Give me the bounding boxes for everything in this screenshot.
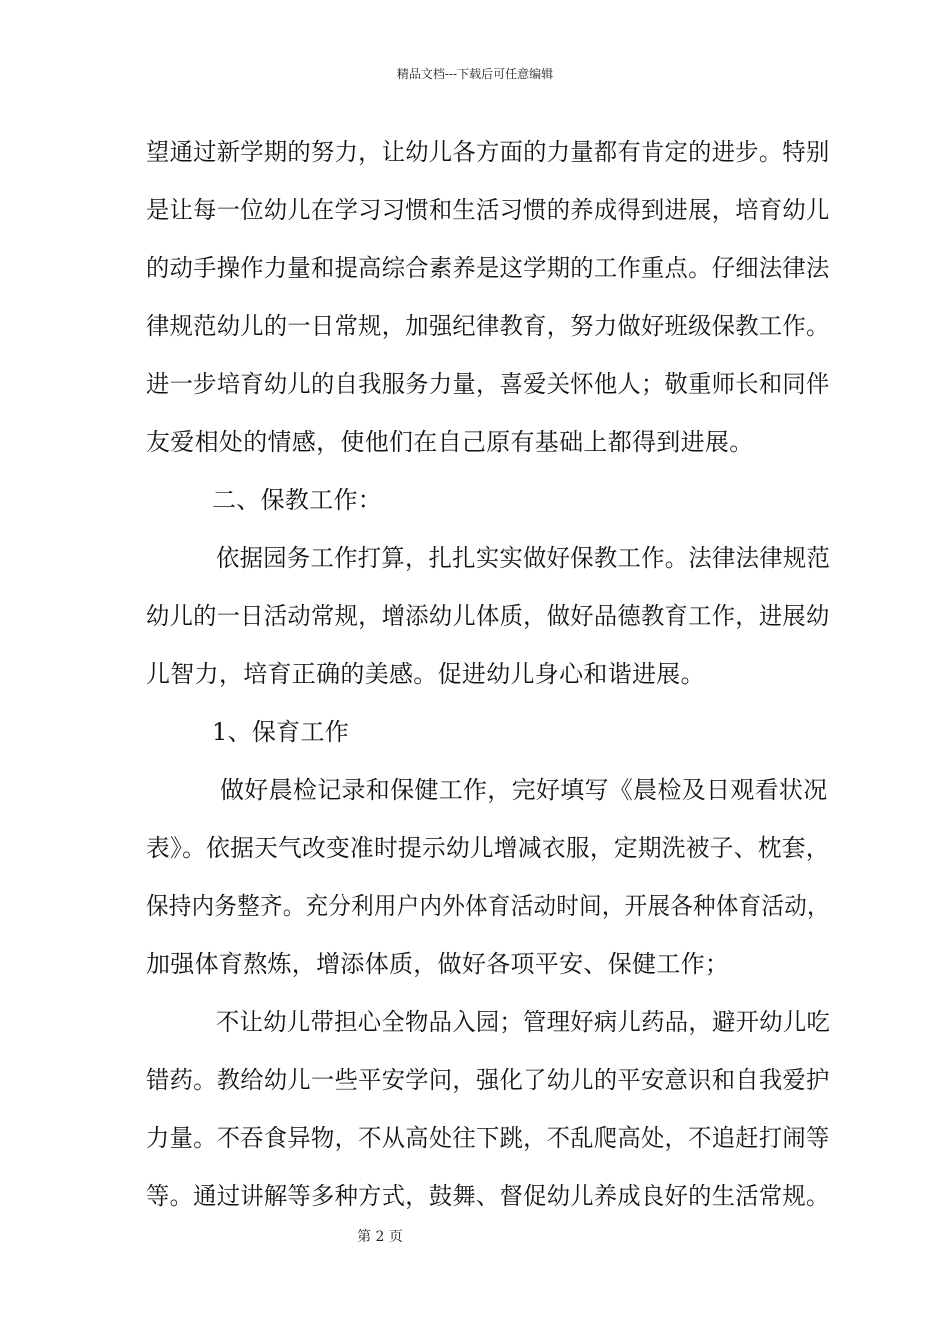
text-line: 不让幼儿带担心全物品入园；管理好病儿药品，避开幼儿吃 [216,1008,831,1036]
text-line: 望通过新学期的努力，让幼儿各方面的力量都有肯定的进步。特别 [146,138,830,166]
text-line: 表》。依据天气改变准时提示幼儿增减衣服，定期洗被子、枕套， [146,834,830,862]
subsection-heading: 1、保育工作 [212,718,350,746]
text-line: 保持内务整齐。充分利用户内外体育活动时间，开展各种体育活动， [146,892,830,920]
text-line: 是让每一位幼儿在学习习惯和生活习惯的养成得到进展，培育幼儿 [146,196,830,224]
text-line: 等。通过讲解等多种方式，鼓舞、督促幼儿养成良好的生活常规。 [146,1182,830,1210]
text-line: 力量。不吞食异物，不从高处往下跳，不乱爬高处，不追赶打闹等 [146,1124,830,1152]
section-heading: 二、保教工作： [212,486,383,514]
text-line: 友爱相处的情感，使他们在自己原有基础上都得到进展。 [146,428,754,456]
text-line: 幼儿的一日活动常规，增添幼儿体质，做好品德教育工作，进展幼 [146,602,830,630]
text-line: 错药。教给幼儿一些平安学问，强化了幼儿的平安意识和自我爱护 [146,1066,830,1094]
text-line: 律规范幼儿的一日常规，加强纪律教育，努力做好班级保教工作。 [146,312,830,340]
page-number: 第 2 页 [357,1229,403,1245]
text-line: 做好晨检记录和保健工作，完好填写《晨检及日观看状况 [220,776,828,804]
text-line: 的动手操作力量和提高综合素养是这学期的工作重点。仔细法律法 [146,254,830,282]
text-line: 儿智力，培育正确的美感。促进幼儿身心和谐进展。 [146,660,705,688]
text-line: 依据园务工作打算，扎扎实实做好保教工作。法律法律规范 [216,544,831,572]
text-line: 进一步培育幼儿的自我服务力量，喜爱关怀他人；敬重师长和同伴 [146,370,830,398]
text-line: 加强体育熬炼，增添体质，做好各项平安、保健工作； [146,950,730,978]
page-header: 精品文档---下载后可任意编辑 [396,67,554,81]
